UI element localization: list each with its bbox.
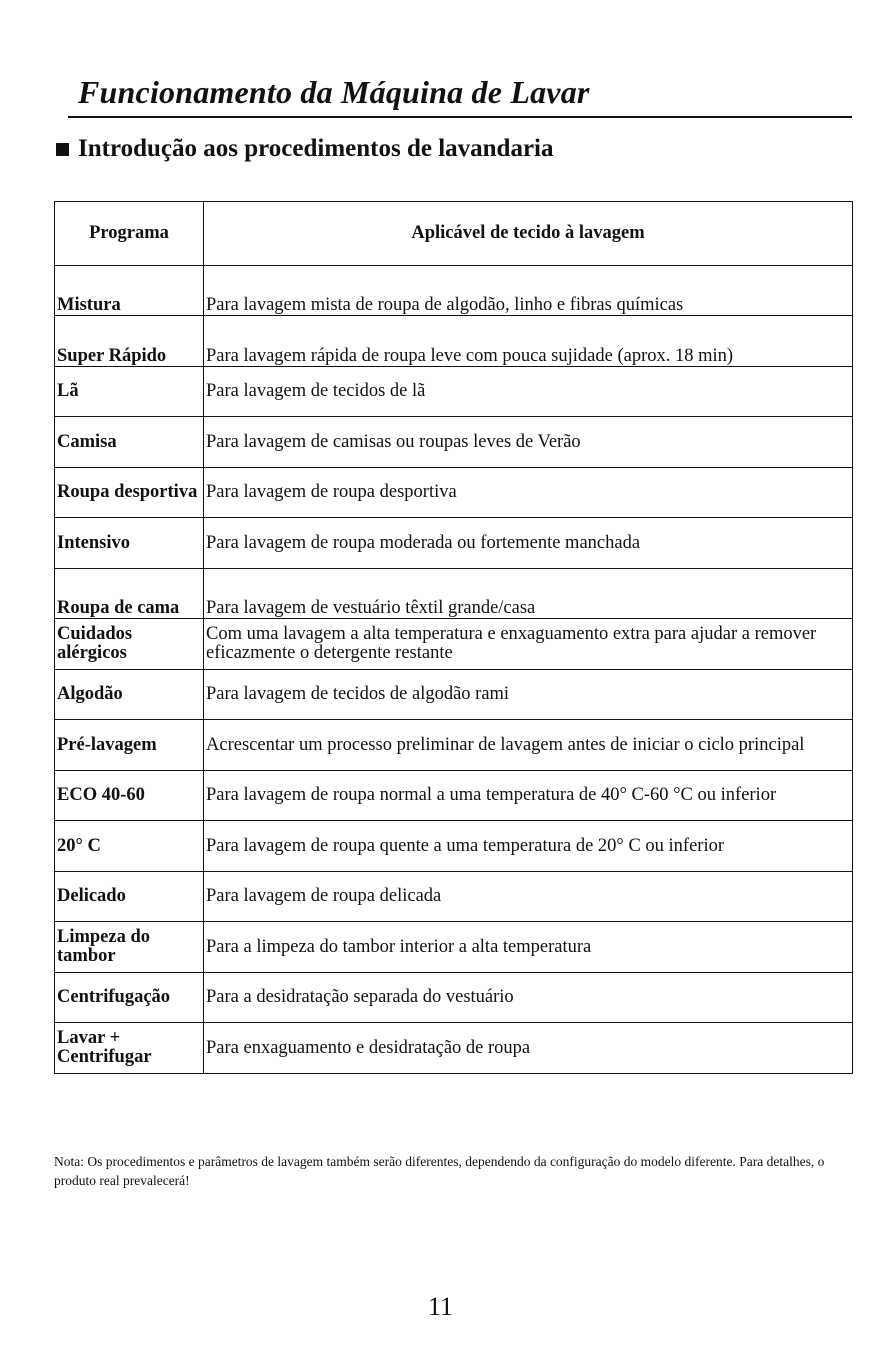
program-desc: Para lavagem de tecidos de algodão rami [204,670,853,720]
section-heading [56,135,554,163]
table-row [55,569,853,619]
table-row [55,1023,853,1074]
program-name: Delicado [55,872,204,922]
program-desc: Para a desidratação separada do vestuário [204,973,853,1023]
table-row [55,468,853,518]
program-desc: Para lavagem de tecidos de lã [204,367,853,417]
page-title: Funcionamento da Máquina de Lavar [78,74,590,110]
program-desc: Para lavagem de vestuário têxtil grande/casa [204,569,853,619]
program-name: Intensivo [55,518,204,569]
program-desc: Acrescentar um processo preliminar de lavagem antes de iniciar o ciclo principal [204,720,853,771]
table-row [55,518,853,569]
program-name: Roupa desportiva [55,468,204,518]
program-name: Algodão [55,670,204,720]
table-row [55,872,853,922]
program-desc: Para lavagem rápida de roupa leve com pouca sujidade (aprox. 18 min) [204,316,853,367]
program-desc: Para lavagem de roupa desportiva [204,468,853,518]
table-row [55,973,853,1023]
table-row [55,316,853,367]
page-number: 11 [427,1292,454,1321]
program-desc: Para lavagem mista de roupa de algodão, linho e fibras químicas [204,266,853,316]
program-name: Cuidados alérgicos [55,619,204,670]
table-row [55,266,853,316]
program-desc: Para lavagem de roupa delicada [204,872,853,922]
table-row [55,670,853,720]
program-name: Super Rápido [55,316,204,367]
table-row [55,771,853,821]
table-row [55,821,853,872]
program-desc: Para lavagem de roupa normal a uma temperatura de 40° C-60 °C ou inferior [204,771,853,821]
table-row [55,367,853,417]
section-heading-text: Introdução aos procedimentos de lavandaria [78,135,554,162]
header-fabric: Aplicável de tecido à lavagem [204,202,853,266]
program-name: Centrifugação [55,973,204,1023]
program-name: Limpeza do tambor [55,922,204,973]
program-name: Lã [55,367,204,417]
program-name: Mistura [55,266,204,316]
square-bullet-icon [56,143,69,156]
table-row [55,922,853,973]
program-desc: Para lavagem de camisas ou roupas leves de Verão [204,417,853,468]
footnote: Nota: Os procedimentos e parâmetros de lavagem também serão diferentes, dependendo da configuração do modelo diferente. Para detalhes, o produto real prevalecerá! [54,1154,825,1188]
program-desc: Para lavagem de roupa moderada ou fortemente manchada [204,518,853,569]
table-row [55,417,853,468]
program-desc: Para enxaguamento e desidratação de roupa [204,1023,853,1074]
program-desc: Com uma lavagem a alta temperatura e enxaguamento extra para ajudar a remover eficazmente o detergente restante [204,619,853,670]
table-header-row [55,202,853,266]
table-row [55,619,853,670]
program-desc: Para a limpeza do tambor interior a alta temperatura [204,922,853,973]
program-desc: Para lavagem de roupa quente a uma temperatura de 20° C ou inferior [204,821,853,872]
program-name: Roupa de cama [55,569,204,619]
program-name: Pré-lavagem [55,720,204,771]
program-name: ECO 40-60 [55,771,204,821]
header-program: Programa [55,202,204,266]
table-row [55,720,853,771]
program-name: Lavar + Centrifugar [55,1023,204,1074]
program-table [54,201,853,1074]
program-name: Camisa [55,417,204,468]
title-underline [68,116,852,118]
program-name: 20° C [55,821,204,872]
